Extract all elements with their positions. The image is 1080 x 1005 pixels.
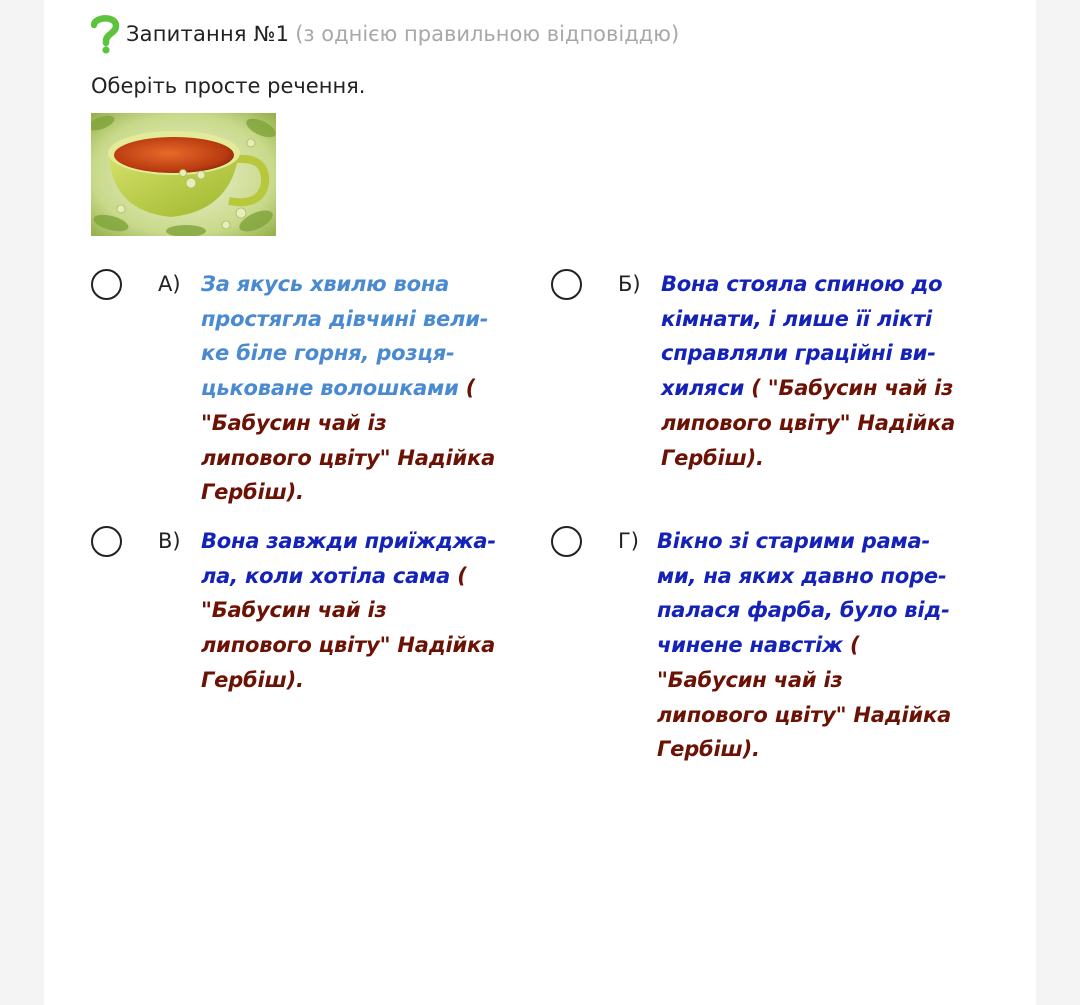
option-text-line: [201, 406, 495, 441]
option-text-line: [201, 524, 496, 559]
option-b-radio[interactable]: [551, 269, 582, 300]
option-text-line: [201, 441, 495, 476]
option-v-letter: В): [158, 529, 181, 553]
option-text-part: чинене навстіж: [657, 633, 843, 658]
option-text-part: Вона стояла спиною до: [661, 272, 943, 296]
option-g-letter: Г): [618, 529, 639, 553]
option-v-text: [201, 524, 496, 698]
option-text-line: [201, 336, 495, 371]
option-text-part: (: [458, 376, 476, 401]
option-text-line: [661, 302, 955, 337]
option-text-line: [201, 593, 496, 628]
tea-cup-image: [91, 113, 276, 236]
option-text-part: ке біле горня, розця-: [201, 341, 455, 366]
option-text-line: [201, 663, 496, 698]
question-prompt: Оберіть просте речення.: [91, 74, 366, 98]
option-text-line: [657, 732, 951, 767]
option-text-part: липового цвіту" Надійка: [201, 445, 496, 470]
option-text-part: (: [842, 633, 860, 658]
option-text-line: [657, 663, 951, 698]
question-header: [90, 14, 679, 54]
option-text-part: Гербіш).: [657, 737, 760, 762]
option-g[interactable]: [551, 524, 951, 767]
question-subtitle: (з однією правильною відповіддю): [295, 22, 680, 46]
option-b-text: [661, 267, 955, 475]
option-text-part: Гербіш).: [201, 480, 304, 505]
option-b[interactable]: [551, 267, 955, 475]
option-text-part: липового цвіту" Надійка: [657, 702, 952, 727]
option-v[interactable]: [91, 524, 496, 698]
option-text-part: справляли граційні ви-: [661, 341, 936, 366]
option-text-line: [661, 336, 955, 371]
option-text-part: Вона завжди приїжджа-: [201, 529, 496, 553]
option-text-line: [657, 524, 951, 559]
option-text-part: "Бабусин чай із: [201, 410, 387, 435]
option-text-part: ( "Бабусин чай із: [744, 376, 954, 401]
option-g-radio[interactable]: [551, 526, 582, 557]
option-text-part: ми, на яких давно поре-: [657, 563, 947, 588]
option-text-part: "Бабусин чай із: [657, 667, 843, 692]
option-g-text: [657, 524, 951, 767]
option-a-text: [201, 267, 495, 510]
option-text-line: [201, 559, 496, 594]
option-v-radio[interactable]: [91, 526, 122, 557]
option-text-line: [657, 593, 951, 628]
question-mark-icon: [90, 14, 120, 54]
option-text-part: Гербіш).: [201, 667, 304, 692]
option-a[interactable]: [91, 267, 495, 510]
option-text-line: [201, 371, 495, 406]
option-text-part: За якусь хвилю вона: [201, 272, 450, 296]
option-text-part: палася фарба, було від-: [657, 598, 950, 623]
option-text-line: [661, 441, 955, 476]
option-a-letter: А): [158, 272, 181, 296]
option-text-line: [657, 698, 951, 733]
option-text-part: хиляси: [661, 376, 745, 401]
option-text-line: [657, 628, 951, 663]
option-text-part: "Бабусин чай із: [201, 598, 387, 623]
option-text-line: [661, 267, 955, 302]
option-text-part: липового цвіту" Надійка: [201, 633, 496, 658]
option-a-radio[interactable]: [91, 269, 122, 300]
question-title: Запитання №1: [126, 22, 290, 46]
option-text-part: Гербіш).: [661, 445, 764, 470]
option-text-line: [201, 302, 495, 337]
option-text-part: простягла дівчині вели-: [201, 306, 489, 331]
option-text-line: [201, 475, 495, 510]
option-text-line: [661, 406, 955, 441]
option-text-part: цьковане волошками: [201, 376, 459, 401]
option-text-line: [201, 628, 496, 663]
option-b-letter: Б): [618, 272, 641, 296]
option-text-part: (: [450, 563, 467, 588]
option-text-line: [201, 267, 495, 302]
option-text-line: [657, 559, 951, 594]
option-text-line: [661, 371, 955, 406]
option-text-part: липового цвіту" Надійка: [661, 410, 956, 435]
option-text-part: Вікно зі старими рама-: [657, 529, 930, 553]
option-text-part: ла, коли хотіла сама: [201, 563, 451, 588]
option-text-part: кімнати, і лише її лікті: [661, 306, 933, 331]
